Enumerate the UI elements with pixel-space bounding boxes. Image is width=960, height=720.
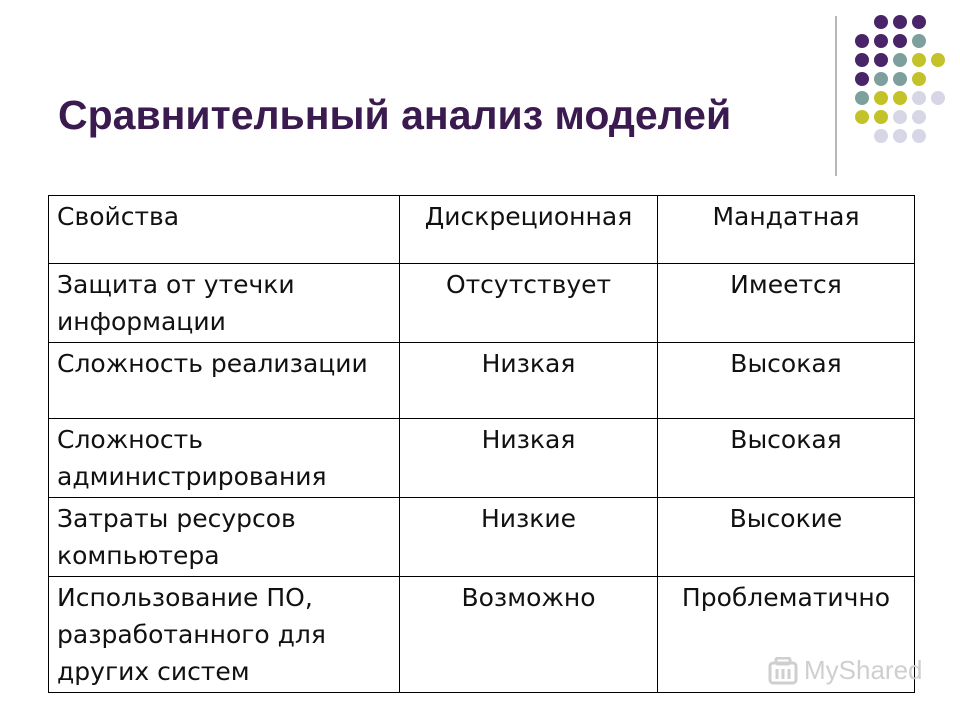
decorative-dot xyxy=(874,53,888,67)
decorative-dot xyxy=(893,15,907,29)
table-cell: Использование ПО, разработанного для других систем xyxy=(49,577,400,693)
table-header-cell: Мандатная xyxy=(658,196,915,264)
decorative-dot xyxy=(855,34,869,48)
myshared-logo-icon xyxy=(768,657,800,687)
table-header-cell: Свойства xyxy=(49,196,400,264)
table-cell: Высокая xyxy=(658,343,915,419)
table-cell: Высокие xyxy=(658,498,915,577)
decorative-dot xyxy=(874,129,888,143)
table-row xyxy=(49,343,915,419)
watermark-text: MyShared xyxy=(804,655,923,685)
decorative-dot xyxy=(912,53,926,67)
decorative-dot xyxy=(931,91,945,105)
decorative-dot xyxy=(893,34,907,48)
comparison-table xyxy=(48,195,915,693)
decorative-dot xyxy=(893,110,907,124)
table-cell: Низкая xyxy=(400,419,658,498)
title: Сравнительный анализ моделей xyxy=(58,92,732,138)
table-cell: Проблематично xyxy=(658,577,915,693)
decorative-dot xyxy=(912,110,926,124)
decorative-dot xyxy=(912,72,926,86)
decorative-dot xyxy=(874,15,888,29)
table-cell: Защита от утечки информации xyxy=(49,264,400,343)
decorative-dot xyxy=(893,72,907,86)
table-row xyxy=(49,264,915,343)
table-header-row xyxy=(49,196,915,264)
decorative-dot xyxy=(855,53,869,67)
decorative-dot xyxy=(874,72,888,86)
decorative-dot xyxy=(912,15,926,29)
table-row xyxy=(49,419,915,498)
table-cell: Имеется xyxy=(658,264,915,343)
decorative-dot xyxy=(893,53,907,67)
decorative-dot xyxy=(855,110,869,124)
decorative-dot xyxy=(912,129,926,143)
table-cell: Затраты ресурсов компьютера xyxy=(49,498,400,577)
table-cell: Низкие xyxy=(400,498,658,577)
table-cell: Высокая xyxy=(658,419,915,498)
decorative-dot xyxy=(855,91,869,105)
table-cell: Сложность реализации xyxy=(49,343,400,419)
decorative-dot xyxy=(855,72,869,86)
table-row xyxy=(49,498,915,577)
table-cell: Отсутствует xyxy=(400,264,658,343)
decorative-dot xyxy=(874,34,888,48)
table-cell: Сложность администрирования xyxy=(49,419,400,498)
decorative-dot xyxy=(893,91,907,105)
divider-line xyxy=(835,16,837,176)
decorative-dot xyxy=(893,129,907,143)
table-cell: Возможно xyxy=(400,577,658,693)
decorative-dot xyxy=(912,34,926,48)
decorative-dot xyxy=(874,91,888,105)
table-cell: Низкая xyxy=(400,343,658,419)
table-header-cell: Дискреционная xyxy=(400,196,658,264)
decorative-dot xyxy=(874,110,888,124)
decorative-dot xyxy=(912,91,926,105)
decorative-dot xyxy=(931,53,945,67)
